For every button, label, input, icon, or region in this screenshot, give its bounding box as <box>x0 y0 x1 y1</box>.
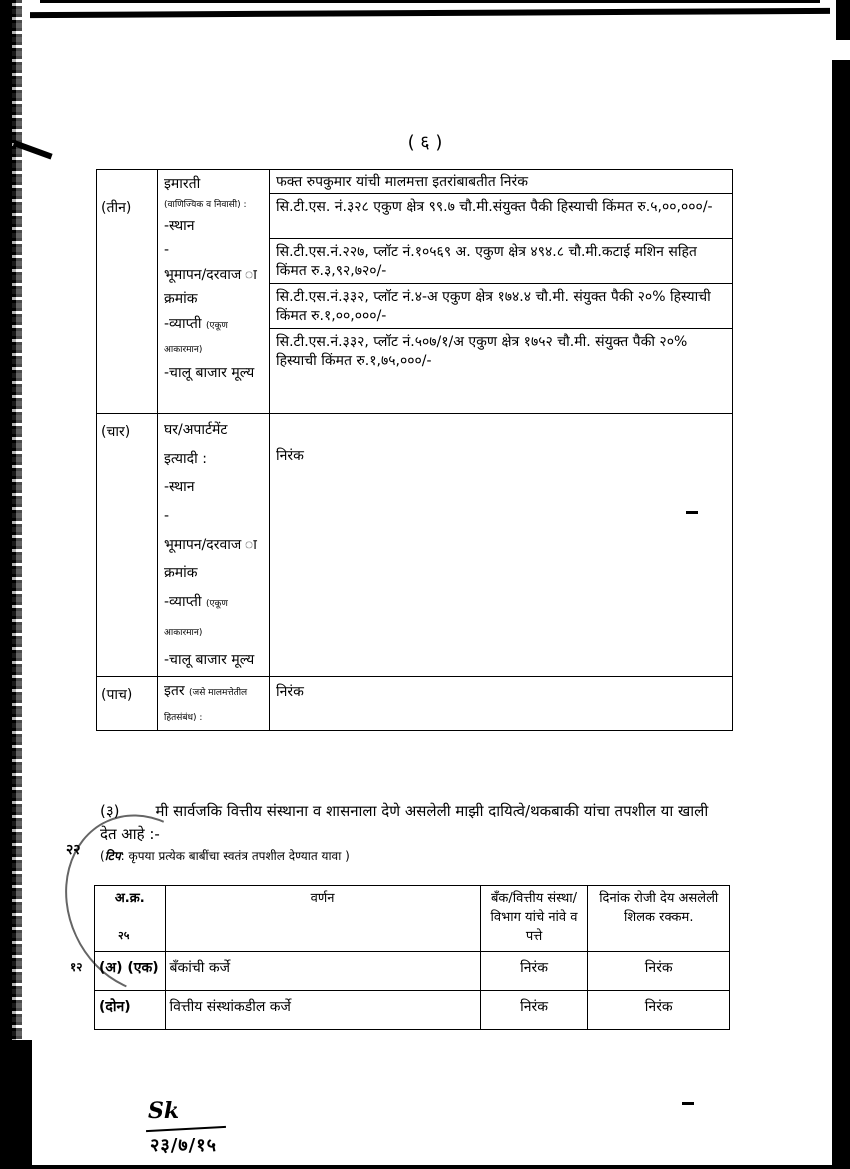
row-label <box>158 170 270 414</box>
cell-description: वित्तीय संस्थांकडील कर्जे <box>165 990 480 1029</box>
label-sub: (जसे मालमत्तेतील हितसंबंध) : <box>164 688 248 723</box>
label-field-survey-no: भूमापन/दरवाज ा क्रमांक <box>164 536 257 582</box>
scan-edge-right-top <box>836 0 850 40</box>
property-item: सि.टी.एस. नं.३२८ एकुण क्षेत्र ९९.७ चौ.मी.संयुक्त पैकी हिस्याची किंमत रु.५,००,०००/- <box>270 194 732 239</box>
cell-serial: (अ) (एक) <box>95 951 166 990</box>
liabilities-note: (टिप: कृपया प्रत्येक बाबींचा स्वतंत्र तपशील देण्यात यावा ) <box>100 848 350 863</box>
cell-bank: निरंक <box>480 990 588 1029</box>
label-field-extent: -व्याप्ती (एकूण आकारमान) <box>164 315 228 356</box>
table-row <box>95 990 730 1029</box>
property-item: सि.टी.एस.नं.३३२, प्लॉट नं.४-अ एकुण क्षेत्र १७४.४ चौ.मी. संयुक्त पैकी २०% हिस्याची किंमत रु.१,००,०००/- <box>270 284 732 329</box>
scan-edge-left-noise <box>12 0 22 1169</box>
cell-description: बँकांची कर्जे <box>165 951 480 990</box>
scan-edge-top-line <box>30 8 830 18</box>
col-header-serial: अ.क्र. <box>95 886 166 952</box>
section-number: (३) <box>100 802 120 820</box>
col-header-description: वर्णन <box>165 886 480 952</box>
label-field-location: -स्थान <box>164 479 195 496</box>
row-number: (पाच) <box>97 677 158 731</box>
signature-date: २३/७/१५ <box>150 1135 217 1156</box>
row-number: (तीन) <box>97 170 158 414</box>
cell-amount: निरंक <box>588 951 730 990</box>
cell-serial: (दोन) <box>95 990 166 1029</box>
scan-edge-right <box>832 60 850 1169</box>
cell-amount: निरंक <box>588 990 730 1029</box>
row-label <box>158 677 270 731</box>
label-main: घर/अपार्टमेंट इत्यादी : <box>164 422 228 467</box>
table-row-house <box>97 414 733 677</box>
signature: Sk <box>148 1098 180 1124</box>
row-value: निरंक <box>270 677 733 731</box>
row-number: (चार) <box>97 414 158 677</box>
label-main: इतर <box>164 683 185 700</box>
stamp-mark: २५ <box>118 929 130 942</box>
section-text: मी सार्वजकि वित्तीय संस्थाना व शासनाला देणे असलेली माझी दायित्वे/थकबाकी यांचा तपशील या खाली देत आहे :- <box>100 802 709 844</box>
label-main: इमारती <box>164 176 201 192</box>
note-text: : कृपया प्रत्येक बाबींचा स्वतंत्र तपशील देण्यात यावा ) <box>120 848 350 863</box>
col-header-amount: दिनांक रोजी देय असलेली शिलक रक्कम. <box>588 886 730 952</box>
page-number: ( ६ ) <box>407 132 443 153</box>
property-item: सि.टी.एस.नं.३३२, प्लॉट नं.५०७/१/अ एकुण क्षेत्र १७५२ चौ.मी. संयुक्त पैकी २०% हिस्याची किंमत रु.१,७५,०००/- <box>276 334 688 369</box>
scan-edge-top <box>40 0 820 3</box>
label-field-dash: - <box>164 508 170 525</box>
table-row-buildings <box>97 170 733 414</box>
label-field-survey-no: भूमापन/दरवाज ा क्रमांक <box>164 266 257 308</box>
col-header-bank: बँक/वित्तीय संस्था/ विभाग यांचे नांवे व पत्ते <box>480 886 588 952</box>
label-field-dash: - <box>164 242 170 259</box>
stamp-mark: २२ <box>66 842 81 858</box>
label-field-market-value: -चालू बाजार मूल्य <box>164 651 255 668</box>
note-label: टिप <box>104 848 121 863</box>
label-field-extent: -व्याप्ती (एकूण आकारमान) <box>164 594 228 638</box>
signature-underline <box>146 1126 226 1132</box>
scan-edge-bottom <box>30 1165 850 1169</box>
label-field-market-value: -चालू बाजार मूल्य <box>164 364 255 381</box>
row-value <box>270 170 733 414</box>
property-item: सि.टी.एस.नं.२२७, प्लॉट नं.१०५६९ अ. एकुण क्षेत्र ४९४.८ चौ.मी.कटाई मशिन सहित किंमत रु.३,९२,७२०/- <box>270 239 732 284</box>
stamp-mark: १२ <box>70 960 83 974</box>
label-sub: (वाणिज्यिक व निवासी) : <box>164 199 247 210</box>
scan-corner-bottom-left <box>0 1040 32 1169</box>
ownership-note: फक्त रुपकुमार यांची मालमत्ता इतरांबाबतीत निरंक <box>270 170 732 194</box>
assets-table <box>96 169 733 731</box>
stray-mark <box>682 1102 694 1105</box>
cell-bank: निरंक <box>480 951 588 990</box>
row-value: निरंक <box>270 414 733 677</box>
table-row-other <box>97 677 733 731</box>
label-field-location: -स्थान <box>164 217 195 234</box>
row-label <box>158 414 270 677</box>
